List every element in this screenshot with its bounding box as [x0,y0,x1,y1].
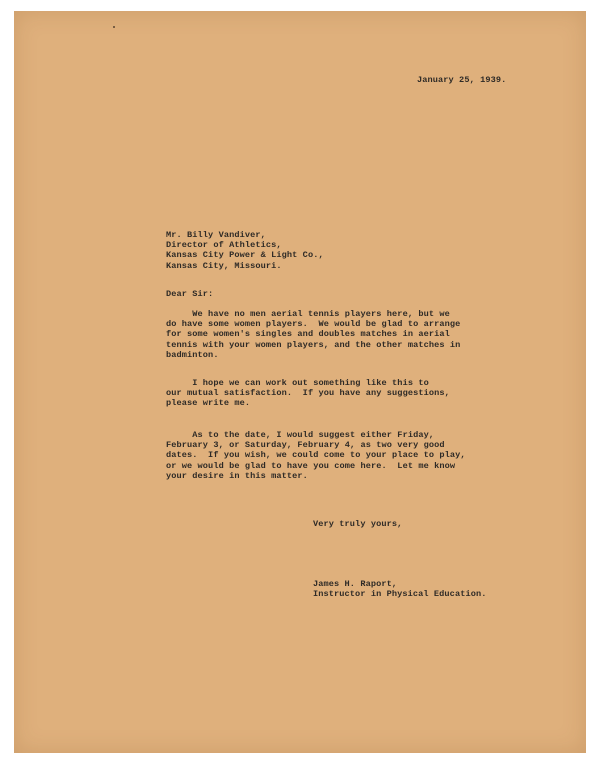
paragraph-line: or we would be glad to have you come here. Let me know [166,460,456,471]
address-line: Mr. Billy Vandiver, [166,230,266,240]
paragraph-line: our mutual satisfaction. If you have any suggestions, [166,388,450,399]
salutation: Dear Sir: [166,289,214,299]
complimentary-close: Very truly yours, [313,519,403,529]
signer-name: James H. Raport, [313,579,398,589]
paragraph-line: dates. If you wish, we could come to your place to play, [166,450,466,461]
paragraph-line: As to the date, I would suggest either Friday, [166,430,435,440]
letter-date: January 25, 1939. [417,75,507,85]
paragraph-line: We have no men aerial tennis players here, but we [166,309,450,319]
signer-title: Instructor in Physical Education. [313,589,487,600]
paragraph-line: for some women's singles and doubles matches in aerial [166,329,450,340]
paragraph-line: I hope we can work out something like this to [166,378,429,388]
body-paragraph-3 [166,430,466,481]
signature-block [313,579,486,599]
paragraph-line: February 3, or Saturday, February 4, as two very good [166,440,445,451]
paragraph-line: please write me. [166,398,251,409]
body-paragraph-1 [166,309,460,360]
body-paragraph-2 [166,378,450,409]
paragraph-line: do have some women players. We would be glad to arrange [166,319,461,330]
address-line: Director of Athletics, [166,240,282,251]
paragraph-line: badminton. [166,349,219,360]
paragraph-line: your desire in this matter. [166,470,308,481]
paper-mark [113,26,115,28]
recipient-address [166,230,324,271]
address-line: Kansas City, Missouri. [166,260,282,271]
address-line: Kansas City Power & Light Co., [166,250,324,261]
letter-page [14,11,586,753]
paragraph-line: tennis with your women players, and the other matches in [166,339,461,350]
